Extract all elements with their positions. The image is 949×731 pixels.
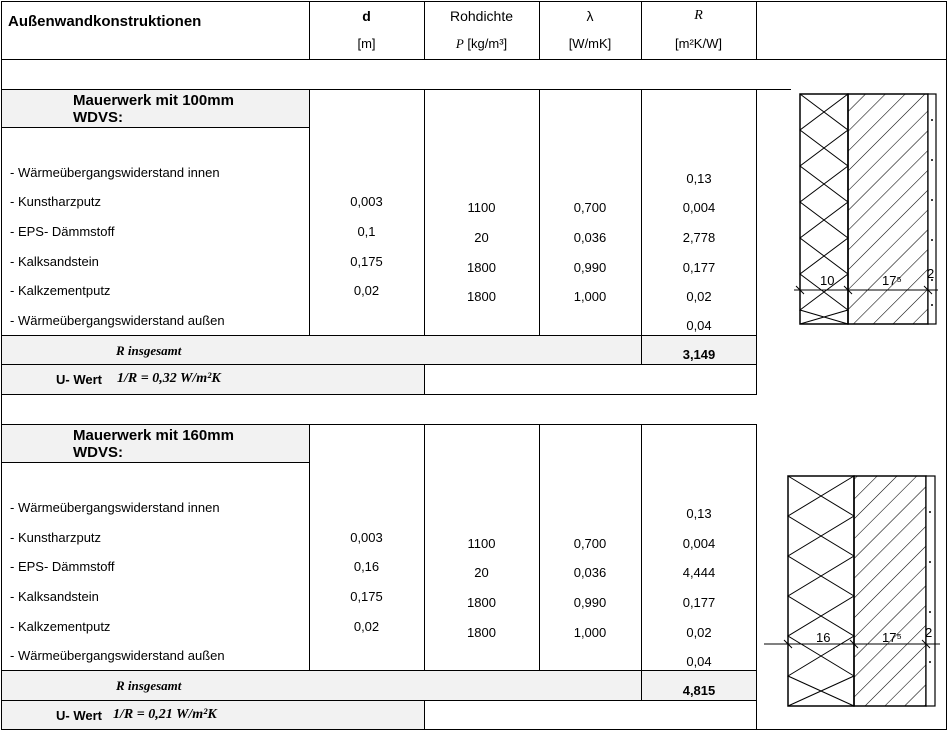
row-label: - EPS- Dämmstoff: [10, 224, 115, 239]
row-r: 4,444: [682, 565, 716, 580]
col-r-header: R: [694, 8, 703, 23]
col-rho-header: Rohdichte: [449, 8, 514, 24]
row-rho: 1800: [467, 625, 496, 640]
u-value-label: U- Wert: [56, 372, 102, 387]
row-r: 0,177: [682, 260, 716, 275]
u-value-formula: 1/R = 0,32 W/m²K: [117, 371, 221, 386]
row-d: 0,175: [350, 254, 383, 269]
section-title: Mauerwerk mit 100mm: [73, 92, 234, 109]
masonry-dimension: 17⁵: [882, 630, 902, 645]
r-total-value: 3,149: [682, 347, 716, 362]
row-r: 0,04: [686, 654, 712, 669]
row-label: - Wärmeübergangswiderstand außen: [10, 648, 225, 663]
row-r: 2,778: [682, 230, 716, 245]
section-title: Mauerwerk mit 160mm: [73, 427, 234, 444]
row-rho: 1800: [467, 595, 496, 610]
r-total-value: 4,815: [682, 683, 716, 698]
row-label: - Kunstharzputz: [10, 194, 102, 209]
row-lambda: 0,700: [573, 536, 607, 551]
row-lambda: 1,000: [573, 289, 607, 304]
row-rho: 1100: [467, 536, 496, 551]
row-d: 0,003: [350, 530, 383, 545]
row-r: 0,177: [682, 595, 716, 610]
insulation-dimension: 10: [820, 273, 835, 288]
masonry-dimension: 17⁵: [882, 273, 902, 288]
row-r: 0,04: [686, 318, 712, 333]
row-rho: 1800: [467, 260, 496, 275]
row-label: - Kalkzementputz: [10, 283, 111, 298]
row-r: 0,004: [682, 200, 716, 215]
u-value-formula: 1/R = 0,21 W/m²K: [113, 707, 217, 722]
col-lambda-unit: [W/mK]: [568, 36, 612, 51]
wall-section-drawing: [762, 472, 944, 712]
section-title-2: WDVS:: [73, 109, 123, 126]
row-label: - Kunstharzputz: [10, 530, 102, 545]
row-rho: 1800: [467, 289, 496, 304]
row-d: 0,02: [353, 619, 380, 634]
col-rho-symbol: P: [455, 36, 464, 51]
col-rho-unit: [kg/m³]: [467, 36, 508, 51]
row-lambda: 0,990: [573, 595, 607, 610]
row-label: - Wärmeübergangswiderstand innen: [10, 500, 220, 515]
r-total-label: R insgesamt: [116, 678, 182, 693]
insulation-dimension: 16: [816, 630, 831, 645]
row-lambda: 0,990: [573, 260, 607, 275]
row-label: - EPS- Dämmstoff: [10, 559, 115, 574]
wall-section-drawing: [790, 90, 940, 330]
col-d-header: d: [362, 8, 371, 24]
row-label: - Kalksandstein: [10, 254, 99, 269]
row-d: 0,1: [357, 224, 376, 239]
row-rho: 20: [474, 230, 489, 245]
col-d-unit: [m]: [357, 36, 376, 51]
row-r: 0,13: [686, 506, 712, 521]
row-r: 0,13: [686, 171, 712, 186]
row-rho: 1100: [467, 200, 496, 215]
row-lambda: 1,000: [573, 625, 607, 640]
row-lambda: 0,036: [573, 230, 607, 245]
section-title-2: WDVS:: [73, 444, 123, 461]
row-r: 0,02: [686, 289, 712, 304]
row-d: 0,16: [353, 559, 380, 574]
row-d: 0,003: [350, 194, 383, 209]
row-d: 0,02: [353, 283, 380, 298]
row-lambda: 0,700: [573, 200, 607, 215]
plaster-dimension: 2: [927, 266, 935, 281]
row-label: - Kalkzementputz: [10, 619, 111, 634]
row-r: 0,004: [682, 536, 716, 551]
col-lambda-header: λ: [586, 8, 594, 24]
u-value-label: U- Wert: [56, 708, 102, 723]
row-r: 0,02: [686, 625, 712, 640]
row-label: - Wärmeübergangswiderstand innen: [10, 165, 220, 180]
col-r-unit: [m²K/W]: [675, 36, 722, 51]
page-title: Außenwandkonstruktionen: [8, 13, 202, 30]
row-rho: 20: [474, 565, 489, 580]
r-total-label: R insgesamt: [116, 343, 182, 358]
row-lambda: 0,036: [573, 565, 607, 580]
row-label: - Kalksandstein: [10, 589, 99, 604]
row-label: - Wärmeübergangswiderstand außen: [10, 313, 225, 328]
plaster-dimension: 2: [925, 625, 933, 640]
row-d: 0,175: [350, 589, 383, 604]
